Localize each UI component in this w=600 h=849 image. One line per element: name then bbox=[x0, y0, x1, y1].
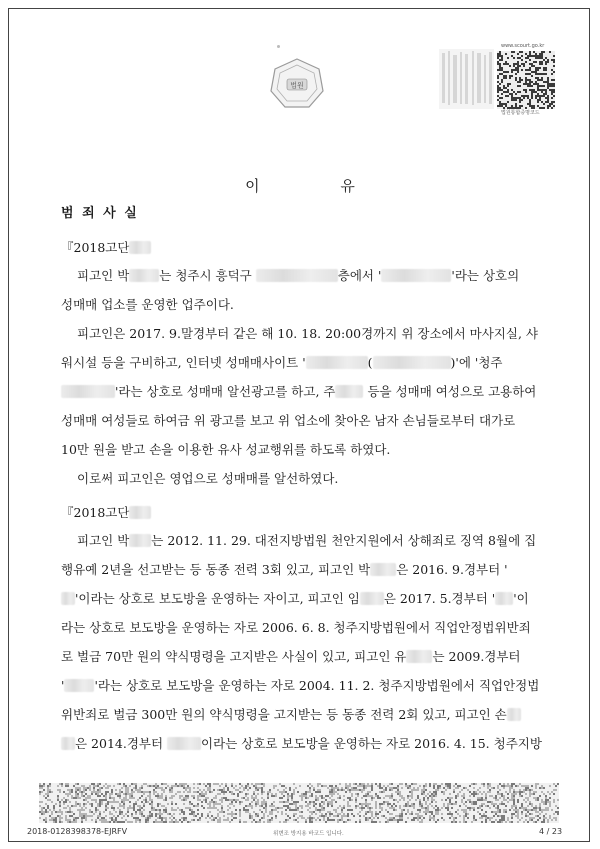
redaction bbox=[306, 356, 368, 369]
redaction bbox=[507, 708, 521, 721]
text-line: 피고인 박 는 2012. 11. 29. 대전지방법원 천안지원에서 상해죄로 징역 8월에 집 bbox=[77, 533, 537, 548]
text-line: 이로써 피고인은 영업으로 성매매를 알선하였다. bbox=[77, 471, 339, 486]
redaction bbox=[360, 592, 384, 605]
text-line: 피고인은 2017. 9.말경부터 같은 해 10. 18. 20:00경까지 위 장소에서 마사지실, 샤 bbox=[77, 326, 538, 341]
text-line: 로 벌금 70만 원의 약식명령을 고지받은 사실이 있고, 피고인 유 는 2009.경부터 bbox=[61, 649, 521, 664]
text-line: ' '라는 상호로 보도방을 운영하는 자로 2004. 11. 2. 청주지방법원에서 직업안정법 bbox=[61, 678, 540, 693]
redaction bbox=[61, 385, 115, 398]
text-line: 피고인 박 는 청주시 흥덕구 층에서 ' '라는 상호의 bbox=[77, 268, 520, 283]
redaction bbox=[256, 269, 338, 282]
section-heading: 범 죄 사 실 bbox=[61, 206, 139, 221]
qr-url: www.scourt.go.kr bbox=[501, 43, 545, 49]
text-line: '라는 상호로 성매매 알선광고를 하고, 주 등을 성매매 여성으로 고용하여 bbox=[61, 383, 561, 401]
qr-code-icon bbox=[497, 51, 555, 109]
redaction bbox=[61, 737, 75, 750]
text-line: 성매매 여성들로 하여금 위 광고를 보고 위 업소에 찾아온 남자 손님들로부터 대가로 bbox=[61, 413, 516, 428]
redaction bbox=[129, 269, 159, 282]
document-id: 2018-0128398378-EJRFV bbox=[27, 827, 128, 836]
redaction bbox=[335, 385, 363, 398]
verification-code-area bbox=[439, 41, 557, 116]
court-seal-icon bbox=[267, 55, 327, 111]
text-line: 성매매 업소를 운영한 업주이다. bbox=[61, 297, 234, 312]
scan-noise-block bbox=[439, 49, 494, 109]
redaction bbox=[61, 592, 75, 605]
text-line: 위반죄로 벌금 300만 원의 약식명령을 고지받는 등 동종 전력 2회 있고, 피고인 손 bbox=[61, 706, 561, 724]
text-line: 10만 원을 받고 손을 이용한 유사 성교행위를 하도록 하였다. bbox=[61, 442, 391, 457]
page-number: 4 / 23 bbox=[539, 827, 563, 836]
document-page bbox=[8, 8, 590, 842]
qr-caption: 법원통합증명코드 bbox=[501, 110, 540, 116]
anti-forgery-barcode bbox=[39, 783, 559, 823]
redaction bbox=[406, 650, 432, 663]
case-number-2: 『2018고단 bbox=[61, 503, 151, 521]
text-line: 워시설 등을 구비하고, 인터넷 성매매사이트 ' ( )'에 '청주 bbox=[61, 355, 503, 370]
seal-text: 법원 bbox=[290, 81, 304, 90]
redaction bbox=[495, 592, 513, 605]
barcode-notice: 위변조 방지용 바코드 입니다. bbox=[273, 831, 344, 837]
redaction bbox=[64, 679, 94, 692]
text-line: 은 2014.경부터 이라는 상호로 보도방을 운영하는 자로 2016. 4. 15. 청주지방 bbox=[61, 735, 561, 753]
case-number-1: 『2018고단 bbox=[61, 238, 151, 256]
redaction bbox=[129, 534, 151, 547]
text-line: 행유예 2년을 선고받는 등 동종 전력 3회 있고, 피고인 박 은 2016. 9.경부터 ' bbox=[61, 562, 508, 577]
redaction bbox=[373, 356, 451, 369]
redaction bbox=[129, 506, 151, 519]
redaction bbox=[381, 269, 451, 282]
page-title: 이 유 bbox=[245, 177, 393, 195]
scan-speck bbox=[277, 45, 280, 48]
redaction bbox=[129, 241, 151, 254]
redaction bbox=[167, 737, 201, 750]
text-line: '이라는 상호로 보도방을 운영하는 자이고, 피고인 임 은 2017. 5.경부터 ' '이 bbox=[61, 590, 561, 608]
text-line: 라는 상호로 보도방을 운영하는 자로 2006. 6. 8. 청주지방법원에서 직업안정법위반죄 bbox=[61, 620, 531, 635]
redaction bbox=[370, 563, 396, 576]
